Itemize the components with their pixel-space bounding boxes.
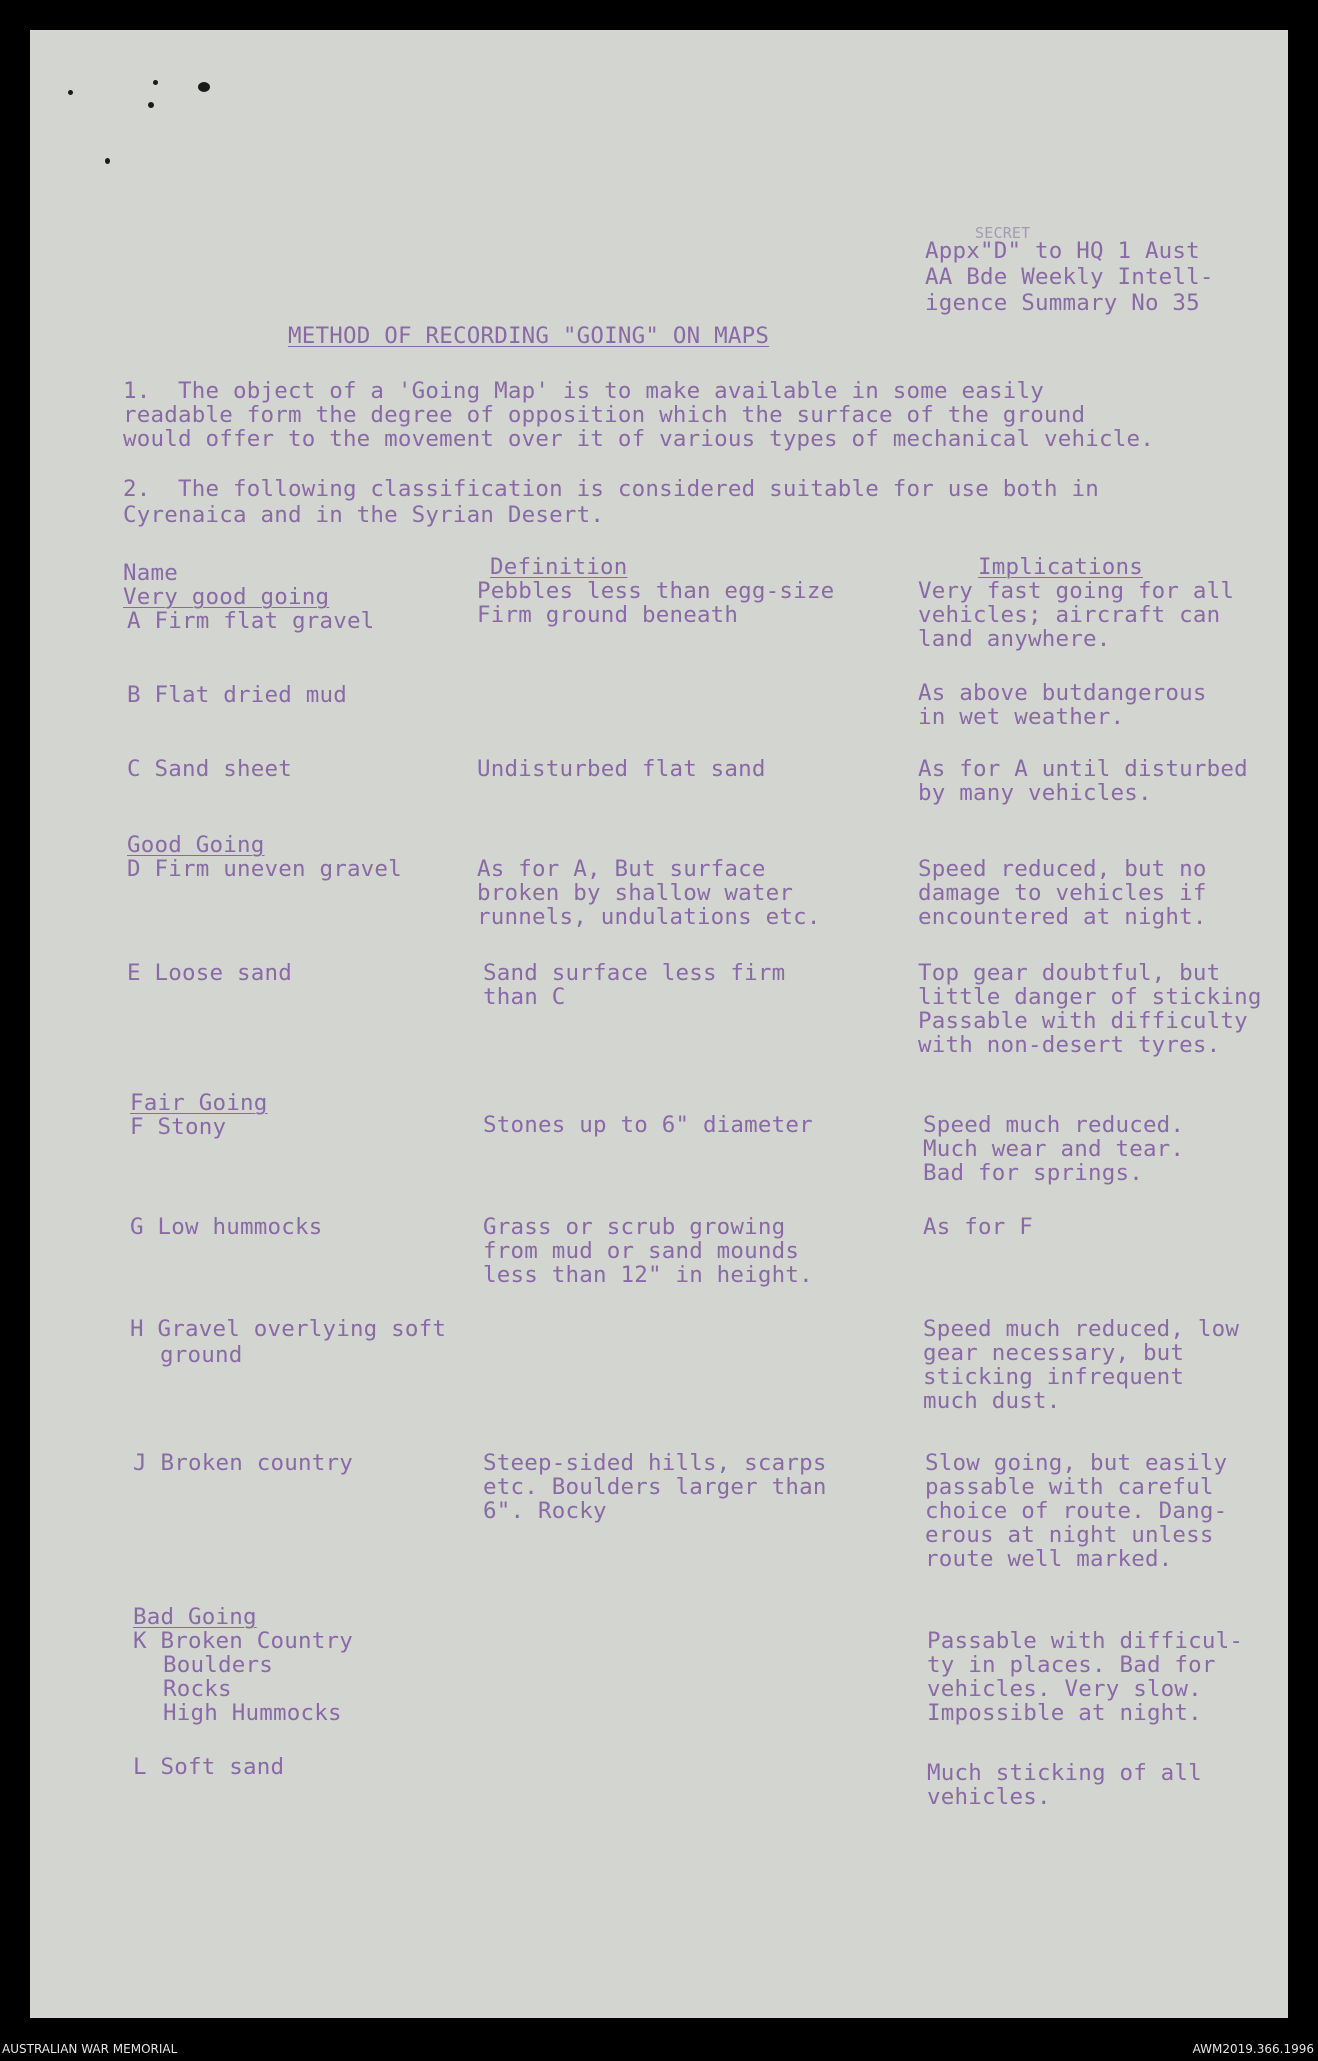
row-d-def-2: broken by shallow water [477,880,794,906]
ink-spot [68,90,73,95]
ink-spot [148,102,154,108]
column-header-implications: Implications [978,554,1143,580]
row-b-impl-2: in wet weather. [918,704,1125,730]
row-k-name-3: Rocks [163,1676,232,1702]
ink-spot [153,80,158,85]
row-k-name-1: K Broken Country [133,1628,353,1654]
ink-spot [105,158,110,164]
column-header-name: Name [123,560,178,586]
row-d-impl-2: damage to vehicles if [918,880,1207,906]
ref-line-3: igence Summary No 35 [925,290,1200,316]
page-title: METHOD OF RECORDING "GOING" ON MAPS [288,323,770,349]
row-c-impl-1: As for A until disturbed [918,756,1248,782]
row-a-impl-1: Very fast going for all [918,578,1235,604]
row-g-impl-1: As for F [923,1214,1033,1240]
ref-line-2: AA Bde Weekly Intell- [925,264,1214,290]
row-j-def-3: 6". Rocky [483,1498,607,1524]
row-f-def-1: Stones up to 6" diameter [483,1112,813,1138]
group-fair-going: Fair Going [130,1090,268,1116]
row-d-name: D Firm uneven gravel [127,856,402,882]
row-j-impl-1: Slow going, but easily [925,1450,1228,1476]
row-j-impl-3: choice of route. Dang- [925,1498,1228,1524]
row-c-def-1: Undisturbed flat sand [477,756,766,782]
row-k-impl-1: Passable with difficul- [927,1628,1244,1654]
row-c-name: C Sand sheet [127,756,292,782]
row-b-impl-1: As above butdangerous [918,680,1207,706]
row-c-impl-2: by many vehicles. [918,780,1152,806]
para1-line3: would offer to the movement over it of various types of mechanical vehicle. [123,426,1154,452]
row-h-impl-3: sticking infrequent [923,1364,1185,1390]
row-e-def-1: Sand surface less firm [483,960,786,986]
row-k-impl-3: vehicles. Very slow. [927,1676,1202,1702]
para2-line2: Cyrenaica and in the Syrian Desert. [123,502,605,528]
row-h-impl-4: much dust. [923,1388,1061,1414]
row-k-name-2: Boulders [163,1652,273,1678]
row-b-name: B Flat dried mud [127,682,347,708]
row-l-impl-1: Much sticking of all [927,1760,1202,1786]
row-h-name-2: ground [160,1342,243,1368]
row-e-impl-3: Passable with difficulty [918,1008,1248,1034]
para1-line2: readable form the degree of opposition which the surface of the ground [123,402,1086,428]
row-d-impl-3: encountered at night. [918,904,1207,930]
row-f-impl-1: Speed much reduced. [923,1112,1185,1138]
row-d-impl-1: Speed reduced, but no [918,856,1207,882]
group-good-going: Good Going [127,832,265,858]
secret-stamp: SECRET [975,224,1031,242]
row-d-def-3: runnels, undulations etc. [477,904,821,930]
row-a-def-1: Pebbles less than egg-size [477,578,835,604]
row-g-name: G Low hummocks [130,1214,323,1240]
row-a-name: A Firm flat gravel [127,608,375,634]
footer-institution: AUSTRALIAN WAR MEMORIAL [2,2042,178,2056]
row-j-impl-2: passable with careful [925,1474,1214,1500]
row-e-def-2: than C [483,984,566,1010]
row-f-name: F Stony [130,1114,227,1140]
ink-spot [198,82,210,92]
row-e-impl-2: little danger of sticking [918,984,1262,1010]
row-j-impl-4: erous at night unless [925,1522,1214,1548]
row-a-impl-3: land anywhere. [918,626,1111,652]
row-g-def-3: less than 12" in height. [483,1262,813,1288]
group-bad-going: Bad Going [133,1604,257,1630]
row-j-def-2: etc. Boulders larger than [483,1474,827,1500]
row-l-name: L Soft sand [133,1754,285,1780]
row-k-impl-4: Impossible at night. [927,1700,1202,1726]
para2-line1: 2. The following classification is considered suitable for use both in [123,476,1099,502]
row-j-impl-5: route well marked. [925,1546,1173,1572]
row-k-impl-2: ty in places. Bad for [927,1652,1216,1678]
group-very-good-going: Very good going [123,584,330,610]
footer-accession-number: AWM2019.366.1996 [1192,2042,1314,2056]
para1-line1: 1. The object of a 'Going Map' is to make available in some easily [123,378,1044,404]
row-g-def-2: from mud or sand mounds [483,1238,800,1264]
document-page [30,30,1288,2018]
row-a-impl-2: vehicles; aircraft can [918,602,1221,628]
row-d-def-1: As for A, But surface [477,856,766,882]
row-g-def-1: Grass or scrub growing [483,1214,786,1240]
row-e-name: E Loose sand [127,960,292,986]
row-h-impl-1: Speed much reduced, low [923,1316,1240,1342]
row-e-impl-4: with non-desert tyres. [918,1032,1221,1058]
column-header-definition: Definition [490,554,628,580]
row-h-impl-2: gear necessary, but [923,1340,1185,1366]
row-j-def-1: Steep-sided hills, scarps [483,1450,827,1476]
ref-line-1: Appx"D" to HQ 1 Aust [925,238,1200,264]
row-l-impl-2: vehicles. [927,1784,1051,1810]
row-f-impl-2: Much wear and tear. [923,1136,1185,1162]
row-k-name-4: High Hummocks [163,1700,342,1726]
row-h-name-1: H Gravel overlying soft [130,1316,447,1342]
row-a-def-2: Firm ground beneath [477,602,739,628]
row-j-name: J Broken country [133,1450,353,1476]
row-f-impl-3: Bad for springs. [923,1160,1143,1186]
row-e-impl-1: Top gear doubtful, but [918,960,1221,986]
